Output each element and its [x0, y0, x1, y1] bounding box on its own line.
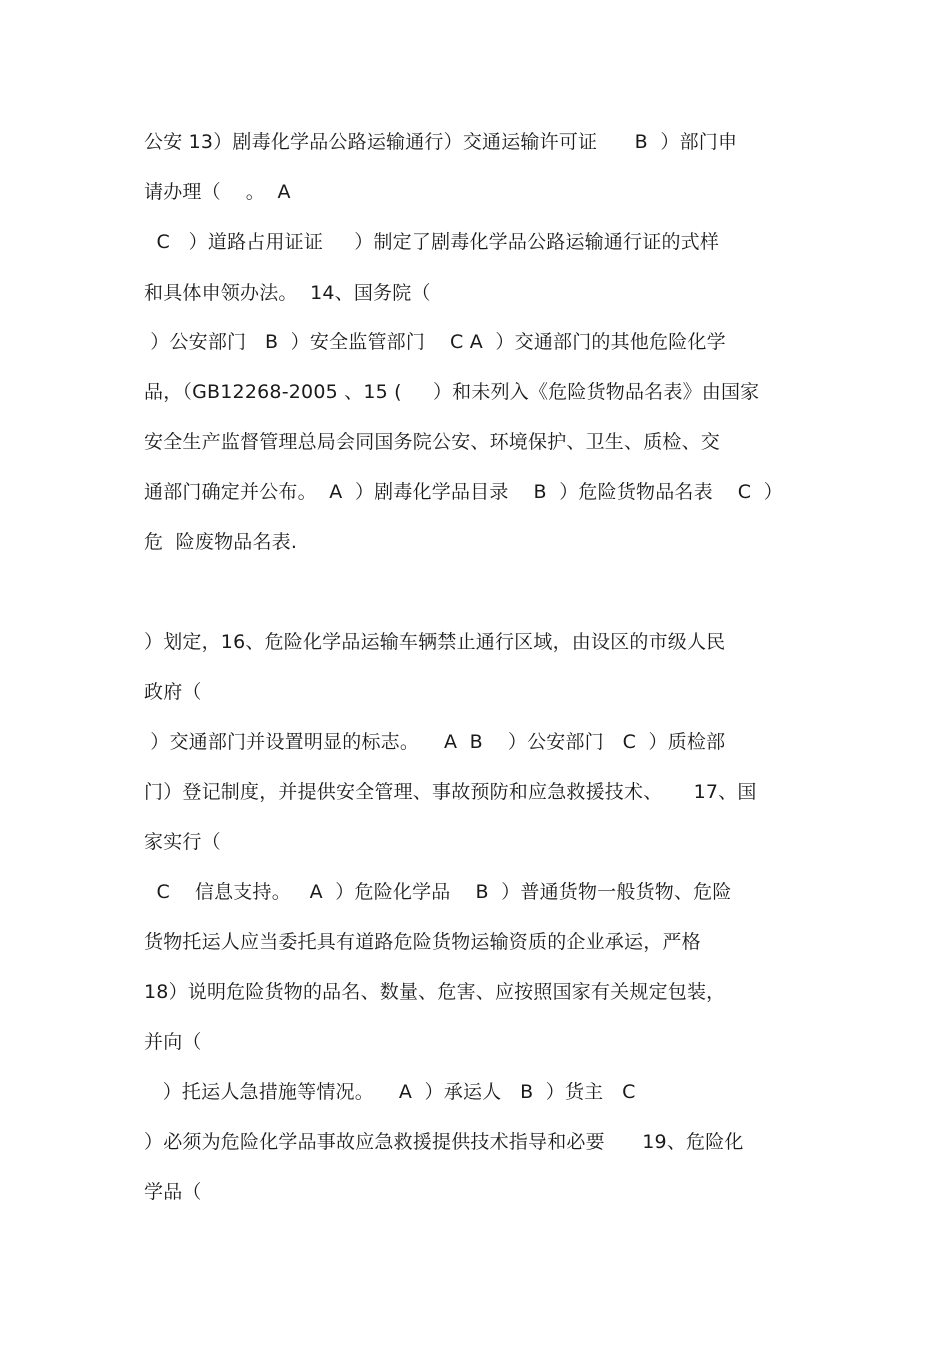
text-line: 学品（: [144, 1181, 202, 1203]
text-line: ）交通部门并设置明显的标志。 A B ）公安部门 C ）质检部: [144, 731, 726, 753]
text-line: C 信息支持。 A ）危险化学品 B ）普通货物一般货物、危险: [144, 881, 732, 903]
text-line: 货物托运人应当委托具有道路危险货物运输资质的企业承运，严格: [144, 931, 701, 953]
text-line: ）公安部门 B ）安全监管部门 C A ）交通部门的其他危险化学: [144, 331, 726, 353]
text-line: 安全生产监督管理总局会同国务院公安、环境保护、卫生、质检、交: [144, 431, 721, 453]
text-line: 和具体申领办法。 14、国务院（: [144, 282, 431, 304]
text-line: 家实行（: [144, 831, 221, 853]
text-line: ）托运人急措施等情况。 A ）承运人 B ）货主 C: [144, 1081, 636, 1103]
text-line: C ）道路占用证证 ）制定了剧毒化学品公路运输通行证的式样: [144, 231, 720, 253]
text-line: 并向（: [144, 1031, 202, 1053]
text-line: 公安 13）剧毒化学品公路运输通行）交通运输许可证 B ）部门申: [144, 131, 738, 153]
text-line: 18）说明危险货物的品名、数量、危害、应按照国家有关规定包装，: [144, 981, 726, 1003]
text-line: ）划定，16、危险化学品运输车辆禁止通行区域，由设区的市级人民: [144, 631, 726, 653]
text-line: 危 险废物品名表.: [144, 531, 298, 553]
text-line: 政府（: [144, 681, 202, 703]
text-line: 请办理（ 。 A: [144, 181, 291, 203]
text-line: ）必须为危险化学品事故应急救援提供技术指导和必要 19、危险化: [144, 1131, 744, 1153]
text-line: 通部门确定并公布。 A ）剧毒化学品目录 B ）危险货物品名表 C ）: [144, 481, 783, 503]
text-line: 品，（GB12268-2005 、15 ( ）和未列入《危险货物品名表》由国家: [144, 381, 760, 403]
text-line: 门）登记制度，并提供安全管理、事故预防和应急救援技术、 17、国: [144, 781, 757, 803]
